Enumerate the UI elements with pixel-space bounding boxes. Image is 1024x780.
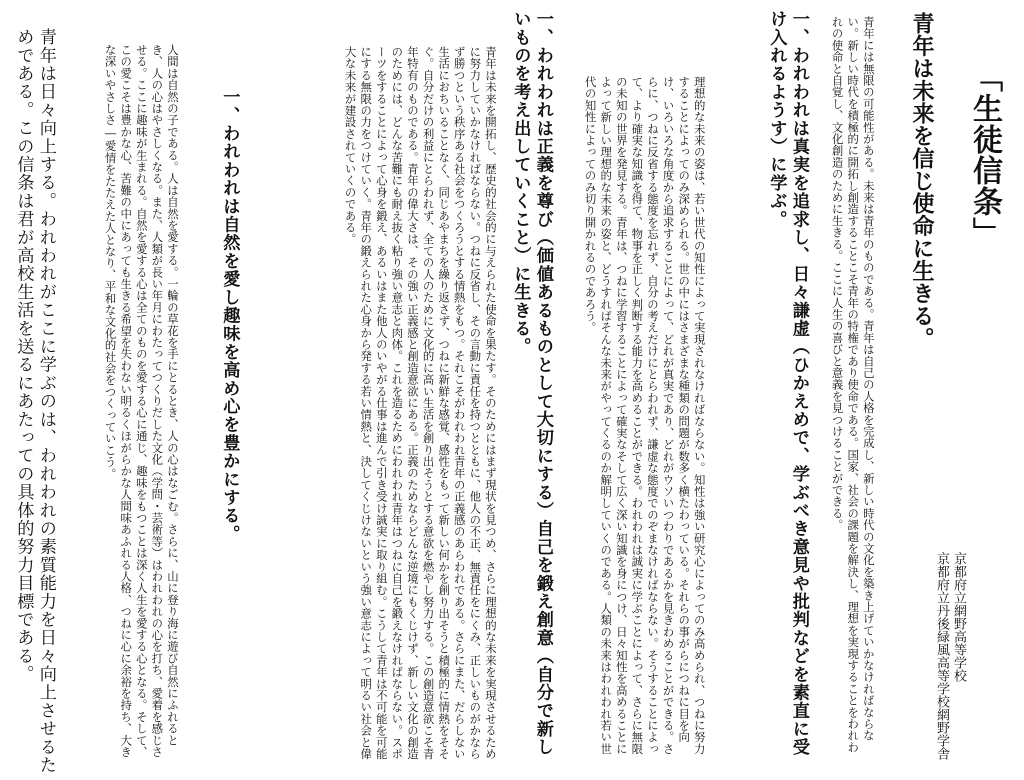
section-body-nature: 人間は自然の子である。人は自然を愛する。一輪の草花を手にとるとき、人の心はなごむ。さらに、山に登り海に遊び自然にふれるとき、人の心はやさしくなる。また、人類が長い年月にわたってつくりだした文化（学問・芸術等）はわれわれの心を打ち、愛着を感じさせる。ここに趣味が生まれる。自然を愛する心は全てのものを愛する心に通じ、趣味をもつことは深く人生を愛する心となる。そして、この愛こそは豊かな心、苦難の中にあっても生きる希望を失わない明るくほがらかな人間味あふれる人格、つねに心に余裕を持ち、大きな深いやさしさ―愛情をたたえた人となり、平和な文化的社会をつくっていこう。: [103, 44, 180, 758]
section-body-justice: 青年は未来を開拓し、歴史的社会的に与えられた使命を果たす。そのためにはまず現状を見つめ、さらに理想的な未来を実現させるために努力していかなければならない。つねに反省し、その言動に責任を持つとともに、他人の不正、無責任をにくみ、正しいものがかならず勝つという秩序ある社会をつくろうとする情熱をもつ。それこそがわれわれ青年の正義感のあらわれである。さらにまた、だらしない生活におちいることなく、同じあやまちを繰り返さず、つねに新鮮な感覚、感性をもって新しい何かを創り出そうと積極的に情熱をそそぐ。自分だけの利益にとらわれず、全ての人のために文化的に高い生活を創り出そうとする意欲を燃やし努力する。この創造意欲こそ青年特有のものである。青年の偉大さは、その強い正義感と創造意欲にある。正義のためならどんな逆境にもくじけず、新しい文化の創造のためには、どんな苦難にも耐え抜く粘り強い意志と肉体。これを造るためにわれわれ青年はつねに自己を鍛えなければならない。スポーツをすることによって心身を鍛え、あるいはまた他人のいやがる仕事は進んで引き受け誠実に取り組む。こうして青年は不可能を可能にする無限の力をつけていく。青年の鍛えられた心身から発する若い情熱と、決してくじけないという強い意志によって明るい社会と偉大な未来が建設されていくのである。: [343, 46, 498, 760]
section-heading-truth: 一、われわれは真実を追求し、日々謙虚（ひかえめで、学ぶべき意見や批判などを素直に受け入れるようす）に学ぶ。: [766, 10, 809, 757]
section-body-truth: 理想的な未来の姿は、若い世代の知性によって実現されなければならない。知性は強い研究心によってのみ高められ、つねに努力することによってのみ深められる。世の中にはさまざまな種類の問題が数多く横たわっている。それらの事がらにつねに目を向け、いろいろな角度から追求することによって、どれが真実であり、どれがウソいつわりであるかを見きわめることができる。さらに、つねに反省する態度を忘れず、自分の考えだけにとらわれず、謙虚な態度でのぞまなければならない。そうすることによって、より確実な知識を得て、物事を正しく判断する能力を高めることができる。われわれは誠実に学ぶことによって、さらに無限の未知の世界を発見する。青年は、つねに学習することによって確実なそして広く深い知識を身につけ、日々知性を高めることによって新しい理想的な未来の姿と、どうすればそんな未来がやってくるのか解明していくのである。人類の未来はわれわれ若い世代の知性によってのみ切り開かれるのであろう。: [583, 76, 707, 755]
page-title: 「生徒信条」: [967, 62, 1002, 248]
section-heading-justice: 一、われわれは正義を尊び（価値あるものとして大切にする）自己を鍛え創意（自分で新しいものを考え出していくこと）に生きる。: [510, 10, 553, 757]
school-names: 京都府立網野高等学校 京都府立丹後緑風高等学校網野学舎: [934, 552, 966, 760]
closing-paragraph: 青年は日々向上する。われわれがここに学ぶのは、われわれの素質能力を日々向上させるためである。この信条は君が高校生活を送るにあたっての具体的努力目標である。: [13, 28, 56, 775]
section-heading-nature: 一、われわれは自然を愛し趣味を高め心を豊かにする。: [219, 88, 240, 543]
creed-subtitle: 青年は未来を信じ使命に生きる。: [909, 12, 935, 350]
intro-paragraph: 青年には無限の可能性がある。未来は青年のものである。青年は自己の人格を完成し、新しい時代の文化を築き上げていかなければならない。新しい時代を積極的に開拓し創造することこそ青年の特権であり使命である。国家、社会の課題を解決し、理想を実現することをわれわれの使命と自覚し、文化創造のために生きる。ここに人生の喜びと意義を見つけることができる。: [830, 16, 876, 754]
